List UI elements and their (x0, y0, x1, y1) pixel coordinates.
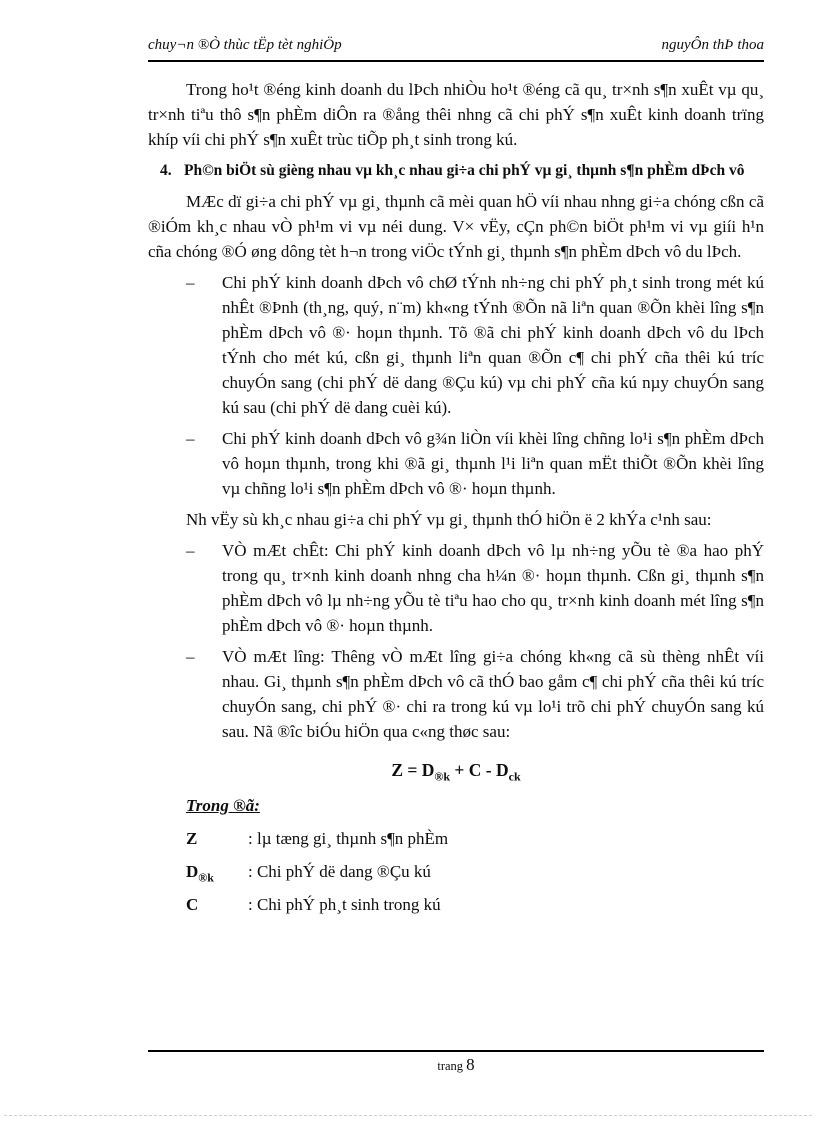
list-item-text: VÒ mÆt lîng: Thêng vÒ mÆt lîng gi÷a chóng kh«ng cã sù thèng nhÊt víi nhau. Gi¸ thµnh s¶n phÈm dÞch vô cã thÓ bao gåm c¶ chi phÝ cña thêi kú tríc chuyÓn sang, chi phÝ ®· chi ra trong kú vµ lo¹i trõ chi phÝ chuyÓn sang kú sau. Nã ®îc biÓu hiÖn qua c«ng thøc sau: (222, 647, 764, 741)
document-body (148, 77, 764, 917)
page-header (148, 36, 764, 62)
definition-row (186, 859, 764, 884)
header-left-text: chuy¬n ®Ò thùc tËp tèt nghiÖp (148, 37, 342, 53)
cost-formula (148, 758, 764, 783)
paragraph-relationship: MÆc dï gi÷a chi phÝ vµ gi¸ thµnh cã mèi quan hÖ víi nhau nhng gi÷a chóng cßn cã ®iÓm kh¸c nhau vÒ ph¹m vi vµ néi dung. V× vËy, cÇn ph©n biÖt ph¹m vi vµ giíi h¹n cña chóng ®Ó øng dông tèt h¬n trong viÖc tÝnh gi¸ thµnh s¶n phÈm dÞch vô du lÞch. (148, 192, 764, 261)
header-right-text: nguyÔn thÞ thoa (661, 37, 764, 53)
where-label (186, 793, 764, 818)
where-label-text: Trong ®ã: (186, 796, 260, 815)
list-item (186, 270, 764, 420)
definition-term (186, 859, 248, 884)
formula-part: + C - D (450, 760, 509, 780)
dash-bullet-icon: – (186, 541, 195, 560)
list-item (186, 538, 764, 638)
definition-term (186, 892, 248, 917)
list-item-text: VÒ mÆt chÊt: Chi phÝ kinh doanh dÞch vô lµ nh÷ng yÕu tè ®a hao phÝ trong qu¸ tr×nh kinh doanh nhng cha h¼n ®· hoµn thµnh. Cßn gi¸ thµnh s¶n phÈm dÞch vô lµ nh÷ng yÕu tè tiªu hao cho qu¸ tr×nh kinh doanh mét lîng s¶n phÈm dÞch vô ®· hoµn thµnh. (222, 541, 764, 635)
definition-row (186, 892, 764, 917)
formula-part: Z = D (391, 760, 435, 780)
definition-description: : Chi phÝ dë dang ®Çu kú (248, 862, 431, 881)
section-heading (160, 159, 764, 183)
paragraph-summary: Nh vËy sù kh¸c nhau gi÷a chi phÝ vµ gi¸ thµnh thÓ hiÖn ë 2 khÝa c¹nh sau: (186, 510, 712, 529)
list-item (186, 644, 764, 744)
dash-bullet-icon: – (186, 429, 195, 448)
page-number: 8 (466, 1055, 475, 1074)
list-item-text: Chi phÝ kinh doanh dÞch vô g¾n liÒn víi khèi lîng chñng lo¹i s¶n phÈm dÞch vô hoµn thµnh, trong khi ®ã gi¸ thµnh l¹i liªn quan mËt thiÕt ®Õn khèi lîng vµ chñng lo¹i s¶n phÈm dÞch vô ®· hoµn thµnh. (222, 429, 764, 498)
footer-text (148, 1055, 764, 1075)
footer-label: trang (437, 1059, 464, 1073)
page-break-dots (4, 1115, 812, 1116)
definition-term (186, 826, 248, 851)
formula-subscript: ®k (434, 769, 451, 784)
term-symbol: D (186, 862, 199, 881)
list-item (186, 426, 764, 501)
definition-description: : lµ tæng gi¸ thµnh s¶n phÈm (248, 829, 449, 848)
term-symbol: Z (186, 829, 198, 848)
section-title: Ph©n biÖt sù gièng nhau vµ kh¸c nhau gi÷a chi phÝ vµ gi¸ thµnh s¶n phÈm dÞch vô (184, 162, 745, 179)
definition-description: : Chi phÝ ph¸t sinh trong kú (248, 895, 441, 914)
paragraph-intro: Trong ho¹t ®éng kinh doanh du lÞch nhiÒu ho¹t ®éng cã qu¸ tr×nh s¶n xuÊt vµ qu¸ tr×nh tiªu thô s¶n phÈm diÔn ra ®ång thêi nhng cã chi phÝ s¶n xuÊt kinh doanh trïng khíp víi chi phÝ s¶n xuÊt trùc tiÕp ph¸t sinh trong kú. (148, 80, 764, 149)
term-symbol: C (186, 895, 199, 914)
section-number: 4. (160, 162, 172, 179)
formula-subscript: ck (508, 769, 521, 784)
term-subscript: ®k (198, 870, 214, 885)
definition-row (186, 826, 764, 851)
footer-rule (148, 1050, 764, 1052)
dash-bullet-icon: – (186, 647, 195, 666)
page-footer (148, 1050, 764, 1075)
list-item-text: Chi phÝ kinh doanh dÞch vô chØ tÝnh nh÷ng chi phÝ ph¸t sinh trong mét kú nhÊt ®Þnh (th¸ng, quý, n¨m) kh«ng tÝnh ®Õn nã liªn quan ®Õn khèi lîng s¶n phÈm dÞch vô ®· hoµn thµnh. Tõ ®ã chi phÝ kinh doanh dÞch vô du lÞch tÝnh cho mét kú, cßn gi¸ thµnh liªn quan ®Õn c¶ chi phÝ cña thêi kú tríc chuyÓn sang (chi phÝ dë dang ®Çu kú) vµ chi phÝ cña kú nµy chuyÓn sang kú sau (chi phÝ dë dang cuèi kú). (222, 273, 764, 417)
dash-bullet-icon: – (186, 273, 195, 292)
